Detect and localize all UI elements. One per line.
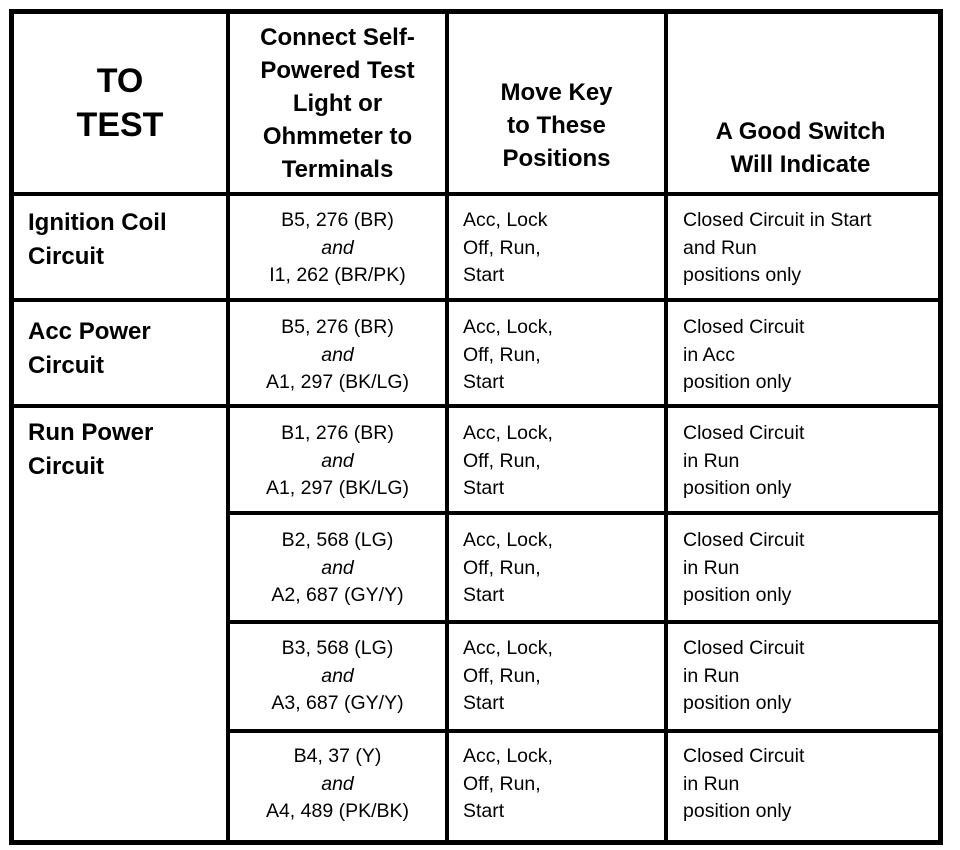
result-text: Closed Circuit in Run position only	[683, 529, 805, 606]
terminal-and: and	[321, 556, 354, 579]
row-divider-1	[9, 298, 943, 302]
header-divider	[9, 192, 943, 196]
terminal-and: and	[321, 343, 354, 366]
terminal-cell	[230, 635, 445, 718]
row-divider-2	[9, 404, 943, 408]
positions-text: Acc, Lock, Off, Run, Start	[463, 316, 553, 393]
positions-cell	[463, 420, 553, 503]
terminal-and: and	[321, 772, 354, 795]
terminal-a: B1, 276 (BR)	[281, 422, 394, 444]
positions-cell	[463, 527, 553, 610]
group-label-run-power: Run Power Circuit	[28, 419, 154, 480]
header-to-test: TO TEST	[76, 62, 164, 144]
terminal-b: A2, 687 (GY/Y)	[271, 584, 404, 606]
terminal-a: B2, 568 (LG)	[281, 529, 394, 551]
positions-text: Acc, Lock, Off, Run, Start	[463, 529, 553, 606]
row-divider-3	[226, 511, 943, 515]
result-cell	[683, 420, 804, 503]
header-connect-terminals: Connect Self- Powered Test Light or Ohmmeter to Terminals	[260, 23, 415, 183]
group-label-ignition-coil: Ignition Coil Circuit	[28, 209, 167, 270]
header-move-key: Move Key to These Positions	[500, 78, 613, 172]
terminal-a: B5, 276 (BR)	[281, 209, 394, 231]
result-cell	[683, 743, 804, 826]
terminal-cell	[230, 207, 445, 290]
row-divider-4	[226, 620, 943, 624]
terminal-b: A4, 489 (PK/BK)	[265, 800, 410, 822]
result-text: Closed Circuit in Start and Run positions only	[683, 209, 872, 286]
positions-cell	[463, 635, 553, 718]
positions-text: Acc, Lock, Off, Run, Start	[463, 745, 553, 822]
result-cell	[683, 635, 804, 718]
result-text: Closed Circuit in Run position only	[683, 745, 805, 822]
positions-text: Acc, Lock, Off, Run, Start	[463, 637, 553, 714]
positions-cell	[463, 207, 548, 290]
terminal-and: and	[321, 664, 354, 687]
positions-cell	[463, 743, 553, 826]
terminal-b: A1, 297 (BK/LG)	[265, 477, 410, 499]
terminal-and: and	[321, 236, 354, 259]
row-divider-5	[226, 729, 943, 733]
terminal-cell	[230, 420, 445, 503]
terminal-cell	[230, 314, 445, 397]
positions-text: Acc, Lock, Off, Run, Start	[463, 422, 553, 499]
terminal-b: A1, 297 (BK/LG)	[265, 371, 410, 393]
terminal-b: I1, 262 (BR/PK)	[269, 264, 406, 286]
terminal-b: A3, 687 (GY/Y)	[271, 692, 404, 714]
terminal-cell	[230, 743, 445, 826]
header-good-switch: A Good Switch Will Indicate	[715, 118, 886, 178]
result-text: Closed Circuit in Run position only	[683, 422, 805, 499]
positions-cell	[463, 314, 553, 397]
terminal-a: B5, 276 (BR)	[281, 316, 394, 338]
result-text: Closed Circuit in Acc position only	[683, 316, 805, 393]
positions-text: Acc, Lock Off, Run, Start	[463, 209, 548, 286]
result-cell	[683, 527, 804, 610]
terminal-and: and	[321, 449, 354, 472]
terminal-a: B4, 37 (Y)	[293, 745, 382, 767]
group-label-acc-power: Acc Power Circuit	[28, 318, 151, 379]
terminal-cell	[230, 527, 445, 610]
terminal-a: B3, 568 (LG)	[281, 637, 394, 659]
result-cell	[683, 314, 804, 397]
result-cell	[683, 207, 872, 290]
result-text: Closed Circuit in Run position only	[683, 637, 805, 714]
